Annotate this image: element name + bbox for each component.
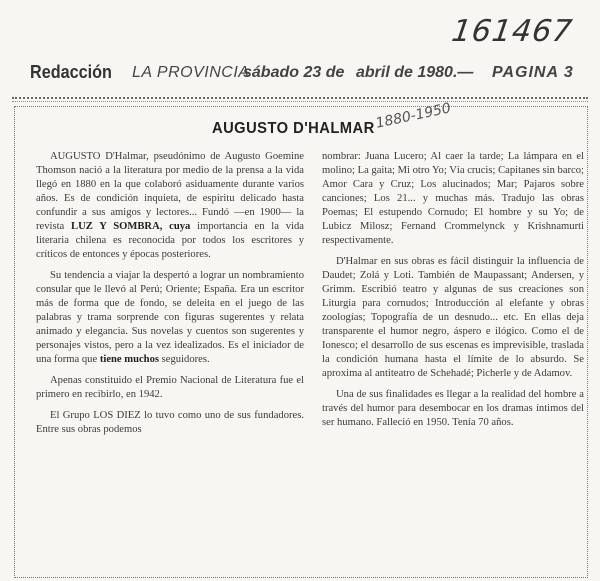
issue-month-year: abril de 1980.—	[356, 64, 474, 81]
header-divider-secondary	[12, 101, 588, 102]
paragraph: nombrar: Juana Lucero; Al caer la tarde; La lámpara en el molino; La gaita; Mi otro Yo; Vía crucis; Capitanes sin barco; Amor Cara y Cruz; Los alucinados; Mar; Pajaros sobre canciones; Los 21... y muchas más. Tradujo las obras Poemas; El estupendo Cornudo; El hombre y su Yo; de Lubicz Milosz; Fernand Crommelynck y Krishnamurti respectivamente.	[322, 151, 584, 246]
paragraph	[36, 269, 304, 367]
archive-code: 161467	[449, 14, 575, 49]
magazine-name: LUZ Y SOMBRA, cuya	[71, 221, 191, 232]
paragraph-text: AUGUSTO D'Halmar, pseudónimo de Augusto Goemine Thomson nació a la literatura por medio de la prensa a la vida llegó en 1880 en la que colaboró asiduamente durante varios años. Es de condición inquieta, de espíritu delicado hasta confundir a sus amigos y lectores... Fundó —en 1900— la revista	[36, 151, 304, 232]
article-title: AUGUSTO D'HALMAR	[212, 120, 375, 137]
article-column-right	[322, 150, 584, 437]
article-column-left	[36, 150, 304, 444]
page-header	[30, 62, 578, 90]
paragraph: Apenas constituido el Premio Nacional de Literatura fue el primero en recibirlo, en 1942.	[36, 375, 304, 400]
page-number: PAGINA 3	[492, 64, 574, 81]
issue-date: sábado 23 de	[243, 64, 345, 81]
paragraph-text: seguidores.	[161, 354, 210, 365]
paragraph-text: Su tendencia a viajar la despertó a lograr un nombramiento consular que le llevó al Perú; Oriente; España. Era un escritor más de forma que de fondo, se deleita en el juego de las palabras y trama sorprende con figuras sugerentes y relata animado y elegancia. Sus novelas y cuentos son sugerentes y personajes vistos, pero a la vez idealizados. Es el iniciador de una forma que	[36, 270, 304, 365]
handwritten-years: 1880-1950	[374, 100, 453, 132]
newspaper-name: LA PROVINCIA	[132, 64, 250, 81]
paragraph: El Grupo LOS DIEZ lo tuvo como uno de sus fundadores. Entre sus obras podemos	[36, 410, 304, 435]
header-divider	[12, 97, 588, 99]
emphasis-text: tiene muchos	[99, 354, 159, 365]
section-name: Redacción	[30, 62, 112, 82]
paragraph: D'Halmar en sus obras es fácil distinguir la influencia de Daudet; Zolá y Loti. También de Maupassant; Andersen, y Grimm. Escribió teatro y algunas de sus creaciones son Liturgia para cornudos; Introducción al elefante y obras zoologías; Topografía de un desnudo... etc. En ellas deja transparente el humor negro, áspero e ilógico. Como el de Ionesco; el desarrollo de sus escenas es imprevisible, traslada la condición humana hasta el límite de lo absurdo. Se aproxima al antiteatro de Schehadé; Picherle y de Adamov.	[322, 256, 584, 379]
paragraph	[36, 150, 304, 262]
paragraph: Una de sus finalidades es llegar a la realidad del hombre a través del humor para desembocar en los dramas íntimos del ser humano. Falleció en 1950. Tenía 70 años.	[322, 389, 584, 428]
paragraph-text: importancia en la vida literaria chilena es reconocida por todos los escritores y críticos de entonces y épocas posteriores.	[36, 221, 304, 260]
